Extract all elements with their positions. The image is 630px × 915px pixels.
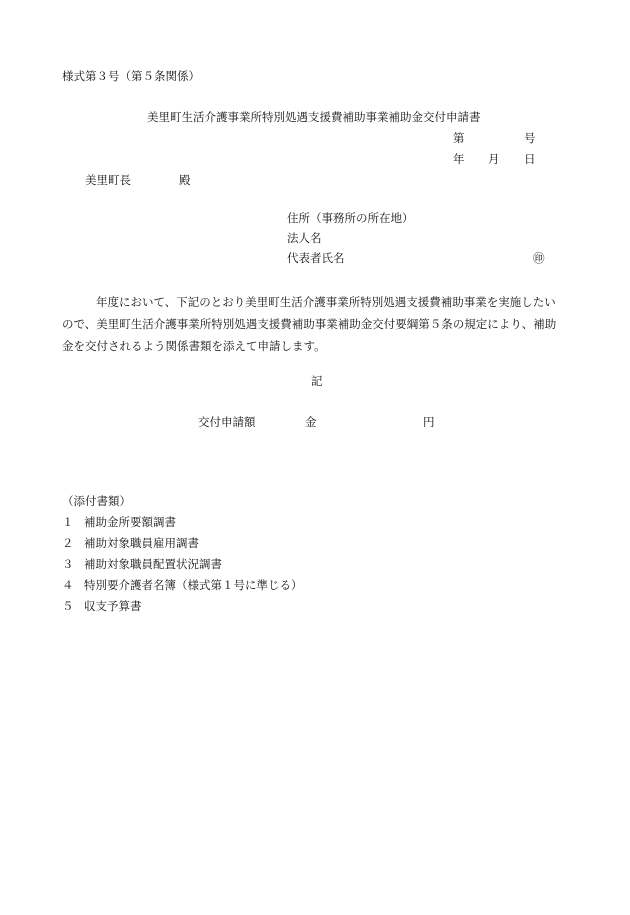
amount-yen: 円	[423, 415, 435, 429]
amount-kin: 金	[305, 415, 317, 429]
application-body	[62, 291, 580, 357]
address-label: 住所（事務所の所在地）	[287, 211, 414, 225]
attachment-text: 収支予算書	[84, 599, 142, 613]
date-year: 年	[453, 152, 465, 166]
corp-name-label: 法人名	[287, 231, 322, 245]
amount-label: 交付申請額	[198, 415, 256, 429]
date-day: 日	[524, 152, 536, 166]
body-line-3: 金を交付されるよう関係書類を添えて申請します。	[62, 339, 326, 353]
attachment-text: 特別要介護者名簿（様式第１号に準じる）	[84, 578, 303, 592]
doc-number-suffix: 号	[524, 131, 536, 145]
doc-number-prefix: 第	[453, 131, 465, 145]
rep-name-label: 代表者氏名	[287, 251, 345, 265]
body-line-1: 年度において、下記のとおり美里町生活介護事業所特別処遇支援費補助事業を実施したい	[96, 295, 556, 309]
attachment-number: ４	[62, 578, 74, 592]
addressee-honorific: 殿	[179, 173, 191, 187]
attachment-text: 補助金所要額調書	[84, 515, 176, 529]
document-title: 美里町生活介護事業所特別処遇支援費補助事業補助金交付申請書	[147, 110, 481, 124]
attachment-number: １	[62, 515, 74, 529]
attachment-item	[62, 515, 176, 530]
body-line-2: ので、美里町生活介護事業所特別処遇支援費補助事業補助金交付要綱第５条の規定により、補助	[62, 317, 557, 331]
attachment-item	[62, 578, 303, 593]
ki-heading: 記	[311, 374, 323, 388]
seal-mark-icon: ㊞	[533, 251, 545, 265]
attachment-item	[62, 536, 199, 551]
date-month: 月	[488, 152, 500, 166]
attachment-item	[62, 599, 142, 614]
attachment-text: 補助対象職員雇用調書	[84, 536, 199, 550]
attachments-heading: （添付書類）	[62, 494, 131, 508]
form-number: 様式第３号（第５条関係）	[62, 69, 200, 83]
attachment-number: ５	[62, 599, 74, 613]
attachment-number: ３	[62, 557, 74, 571]
addressee-name: 美里町長	[85, 173, 131, 187]
attachment-text: 補助対象職員配置状況調書	[84, 557, 222, 571]
attachment-number: ２	[62, 536, 74, 550]
attachment-item	[62, 557, 222, 572]
